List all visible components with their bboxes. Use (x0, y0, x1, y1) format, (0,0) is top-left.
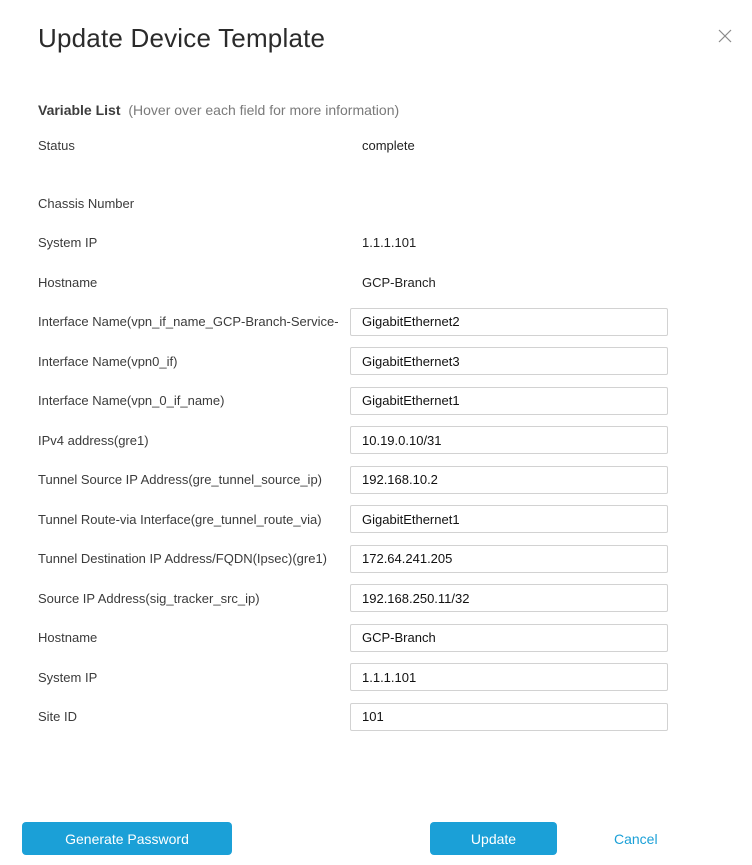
hostname-value: GCP-Branch (362, 274, 436, 290)
row-hostname (38, 263, 668, 303)
interface-name-vpn0-input[interactable] (350, 347, 668, 375)
interface-name-service-input[interactable] (350, 308, 668, 336)
site-id-label: Site ID (38, 709, 78, 725)
hostname-input-label: Hostname (38, 630, 98, 646)
tunnel-destination-ip-label: Tunnel Destination IP Address/FQDN(Ipsec)(gre1) (38, 551, 328, 567)
source-ip-label: Source IP Address(sig_tracker_src_ip) (38, 590, 260, 606)
interface-name-service-label: Interface Name(vpn_if_name_GCP-Branch-Service- (38, 314, 339, 330)
variable-list-subtitle: (Hover over each field for more information) (128, 102, 400, 118)
cancel-link[interactable]: Cancel (614, 830, 658, 847)
close-icon[interactable] (716, 27, 734, 45)
row-hostname-editable (38, 618, 668, 658)
dialog-footer (22, 822, 730, 855)
tunnel-route-via-input[interactable] (350, 505, 668, 533)
source-ip-input[interactable] (350, 584, 668, 612)
tunnel-route-via-label: Tunnel Route-via Interface(gre_tunnel_route_via) (38, 511, 322, 527)
update-button[interactable]: Update (430, 822, 557, 855)
system-ip-input-label: System IP (38, 669, 98, 685)
interface-name-vpn0-label: Interface Name(vpn0_if) (38, 353, 178, 369)
close-x-glyph (718, 29, 732, 43)
variable-list-header (38, 102, 752, 118)
interface-name-vpn-0-input[interactable] (350, 387, 668, 415)
row-chassis-number (38, 184, 668, 224)
variable-list-title: Variable List (38, 102, 121, 118)
row-interface-name-vpn-0-if-name (38, 381, 668, 421)
tunnel-source-ip-input[interactable] (350, 466, 668, 494)
ipv4-address-input[interactable] (350, 426, 668, 454)
update-device-template-dialog (0, 22, 752, 865)
row-system-ip-editable (38, 658, 668, 698)
hostname-input[interactable] (350, 624, 668, 652)
status-label: Status (38, 138, 75, 154)
row-interface-name-vpn-if-name (38, 302, 668, 342)
row-site-id (38, 697, 668, 737)
interface-name-vpn-0-label: Interface Name(vpn_0_if_name) (38, 393, 225, 409)
system-ip-input[interactable] (350, 663, 668, 691)
dialog-title: Update Device Template (38, 23, 326, 53)
tunnel-destination-ip-input[interactable] (350, 545, 668, 573)
row-tunnel-source-ip (38, 460, 668, 500)
site-id-input[interactable] (350, 703, 668, 731)
row-tunnel-destination-ip (38, 539, 668, 579)
chassis-number-label: Chassis Number (38, 195, 135, 211)
row-source-ip-sig-tracker (38, 579, 668, 619)
hostname-label: Hostname (38, 274, 98, 290)
ipv4-address-label: IPv4 address(gre1) (38, 432, 149, 448)
row-system-ip (38, 223, 668, 263)
row-interface-name-vpn0-if (38, 342, 668, 382)
row-status (38, 126, 668, 166)
tunnel-source-ip-label: Tunnel Source IP Address(gre_tunnel_source_ip) (38, 472, 323, 488)
system-ip-value: 1.1.1.101 (362, 235, 417, 251)
system-ip-label: System IP (38, 235, 98, 251)
row-tunnel-route-via (38, 500, 668, 540)
generate-password-button[interactable]: Generate Password (22, 822, 232, 855)
status-value: complete (362, 138, 415, 154)
row-ipv4-address-gre1 (38, 421, 668, 461)
variable-form (38, 126, 668, 737)
